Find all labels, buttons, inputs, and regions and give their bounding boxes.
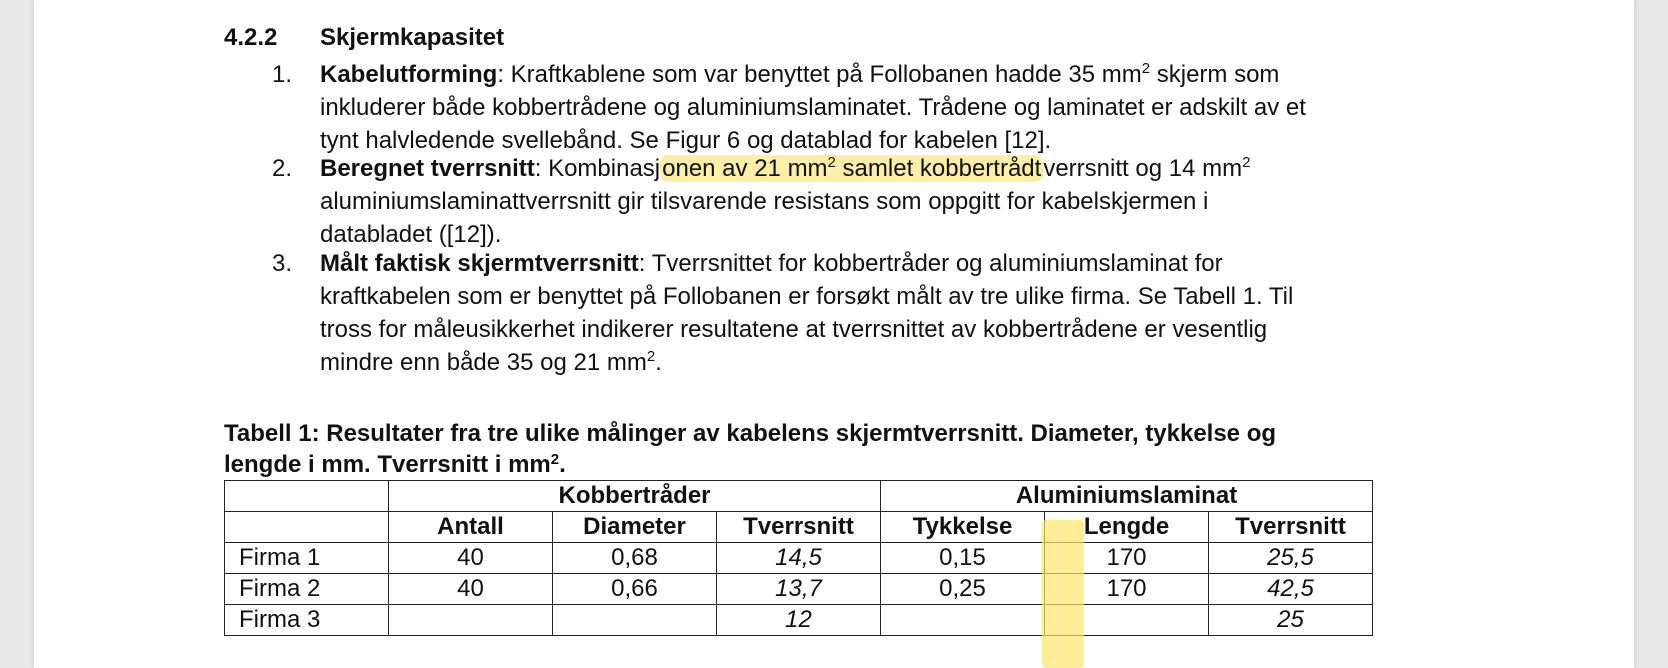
table-cell: 13,7 [717, 574, 881, 605]
table-empty-cell [225, 481, 389, 512]
superscript: 2 [646, 348, 656, 365]
table-column-header-row [225, 512, 1373, 543]
table-caption [224, 418, 1464, 480]
highlighted-text-part: samlet kobbertrådt [835, 155, 1042, 182]
table-cell: 40 [389, 543, 553, 574]
list-item-text: tross for måleusikkerhet indikerer resultatene at tverrsnittet av kobbertrådene er vesentlig [320, 316, 1268, 343]
list-item-text: verrsnitt og 14 mm [1043, 155, 1243, 182]
table-cell: 170 [1045, 543, 1209, 574]
superscript: 2 [827, 154, 836, 171]
list-item-text: : Kraftkablene som var benyttet på Follobanen hadde 35 mm [497, 61, 1142, 88]
list-item-term: Målt faktisk skjermtverrsnitt [320, 250, 639, 277]
table-cell [881, 605, 1045, 636]
highlight-marker-stroke [1042, 520, 1084, 668]
table-cell: 0,25 [881, 574, 1045, 605]
table-cell: 170 [1045, 574, 1209, 605]
table-cell: 40 [389, 574, 553, 605]
list-item-text: . [655, 349, 662, 376]
row-label: Firma 1 [225, 543, 389, 574]
list-item-term: Beregnet tverrsnitt [320, 155, 535, 182]
column-header: Lengde [1045, 512, 1209, 543]
caption-text: Tabell 1: Resultater fra tre ulike målinger av kabelens skjermtverrsnitt. Diameter, tykkelse og [224, 420, 1277, 447]
superscript: 2 [1242, 154, 1251, 171]
row-label: Firma 3 [225, 605, 389, 636]
table-cell: 0,66 [553, 574, 717, 605]
superscript: 2 [1141, 60, 1151, 77]
table-cell: 25 [1209, 605, 1373, 636]
table-row [225, 574, 1373, 605]
table-group-header-row [225, 481, 1373, 512]
list-item-text: : Kombinasj [534, 155, 661, 182]
list-item-text: databladet ([12]). [320, 221, 502, 248]
table-cell: 25,5 [1209, 543, 1373, 574]
list-item-text: skjerm som [1150, 61, 1280, 88]
table-cell: 42,5 [1209, 574, 1373, 605]
list-item-text: tynt halvledende svellebånd. Se Figur 6 og datablad for kabelen [12]. [320, 127, 1052, 154]
document-page [34, 0, 1634, 668]
list-item-text: aluminiumslaminattverrsnitt gir tilsvarende resistans som oppgitt for kabelskjermen i [320, 188, 1209, 215]
caption-text: . [559, 451, 566, 478]
table-row [225, 605, 1373, 636]
list-item-text: mindre enn både 35 og 21 mm [320, 349, 647, 376]
table-cell: 0,68 [553, 543, 717, 574]
column-header: Diameter [553, 512, 717, 543]
column-header: Tverrsnitt [717, 512, 881, 543]
section-number: 4.2.2 [224, 24, 278, 51]
table-cell: 0,15 [881, 543, 1045, 574]
list-item-text: inkluderer både kobbertrådene og aluminiumslaminatet. Trådene og laminatet er adskilt av et [320, 94, 1306, 121]
highlighted-text-part: onen av 21 mm [662, 155, 828, 182]
results-table [224, 480, 1373, 636]
column-header: Tykkelse [881, 512, 1045, 543]
table-row [225, 543, 1373, 574]
list-item-number: 2. [272, 155, 293, 182]
highlighted-text [660, 155, 1043, 182]
list-item-number: 1. [272, 61, 293, 88]
list-item-text: : Tverrsnittet for kobbertråder og aluminiumslaminat for [638, 250, 1223, 277]
list-item-number: 3. [272, 250, 293, 277]
table-empty-cell [225, 512, 389, 543]
row-label: Firma 2 [225, 574, 389, 605]
group-header-copper: Kobbertråder [389, 481, 881, 512]
column-header: Antall [389, 512, 553, 543]
section-heading [224, 24, 504, 52]
caption-text: lengde i mm. Tverrsnitt i mm [224, 451, 551, 478]
table-cell: 12 [717, 605, 881, 636]
table-cell [553, 605, 717, 636]
section-title: Skjermkapasitet [320, 24, 505, 51]
group-header-aluminium: Aluminiumslaminat [881, 481, 1373, 512]
list-item-term: Kabelutforming [320, 61, 498, 88]
list-item-text: kraftkabelen som er benyttet på Follobanen er forsøkt målt av tre ulike firma. Se Tabell 1. Til [320, 283, 1294, 310]
table-cell [389, 605, 553, 636]
superscript: 2 [550, 451, 560, 468]
table-cell: 14,5 [717, 543, 881, 574]
column-header: Tverrsnitt [1209, 512, 1373, 543]
